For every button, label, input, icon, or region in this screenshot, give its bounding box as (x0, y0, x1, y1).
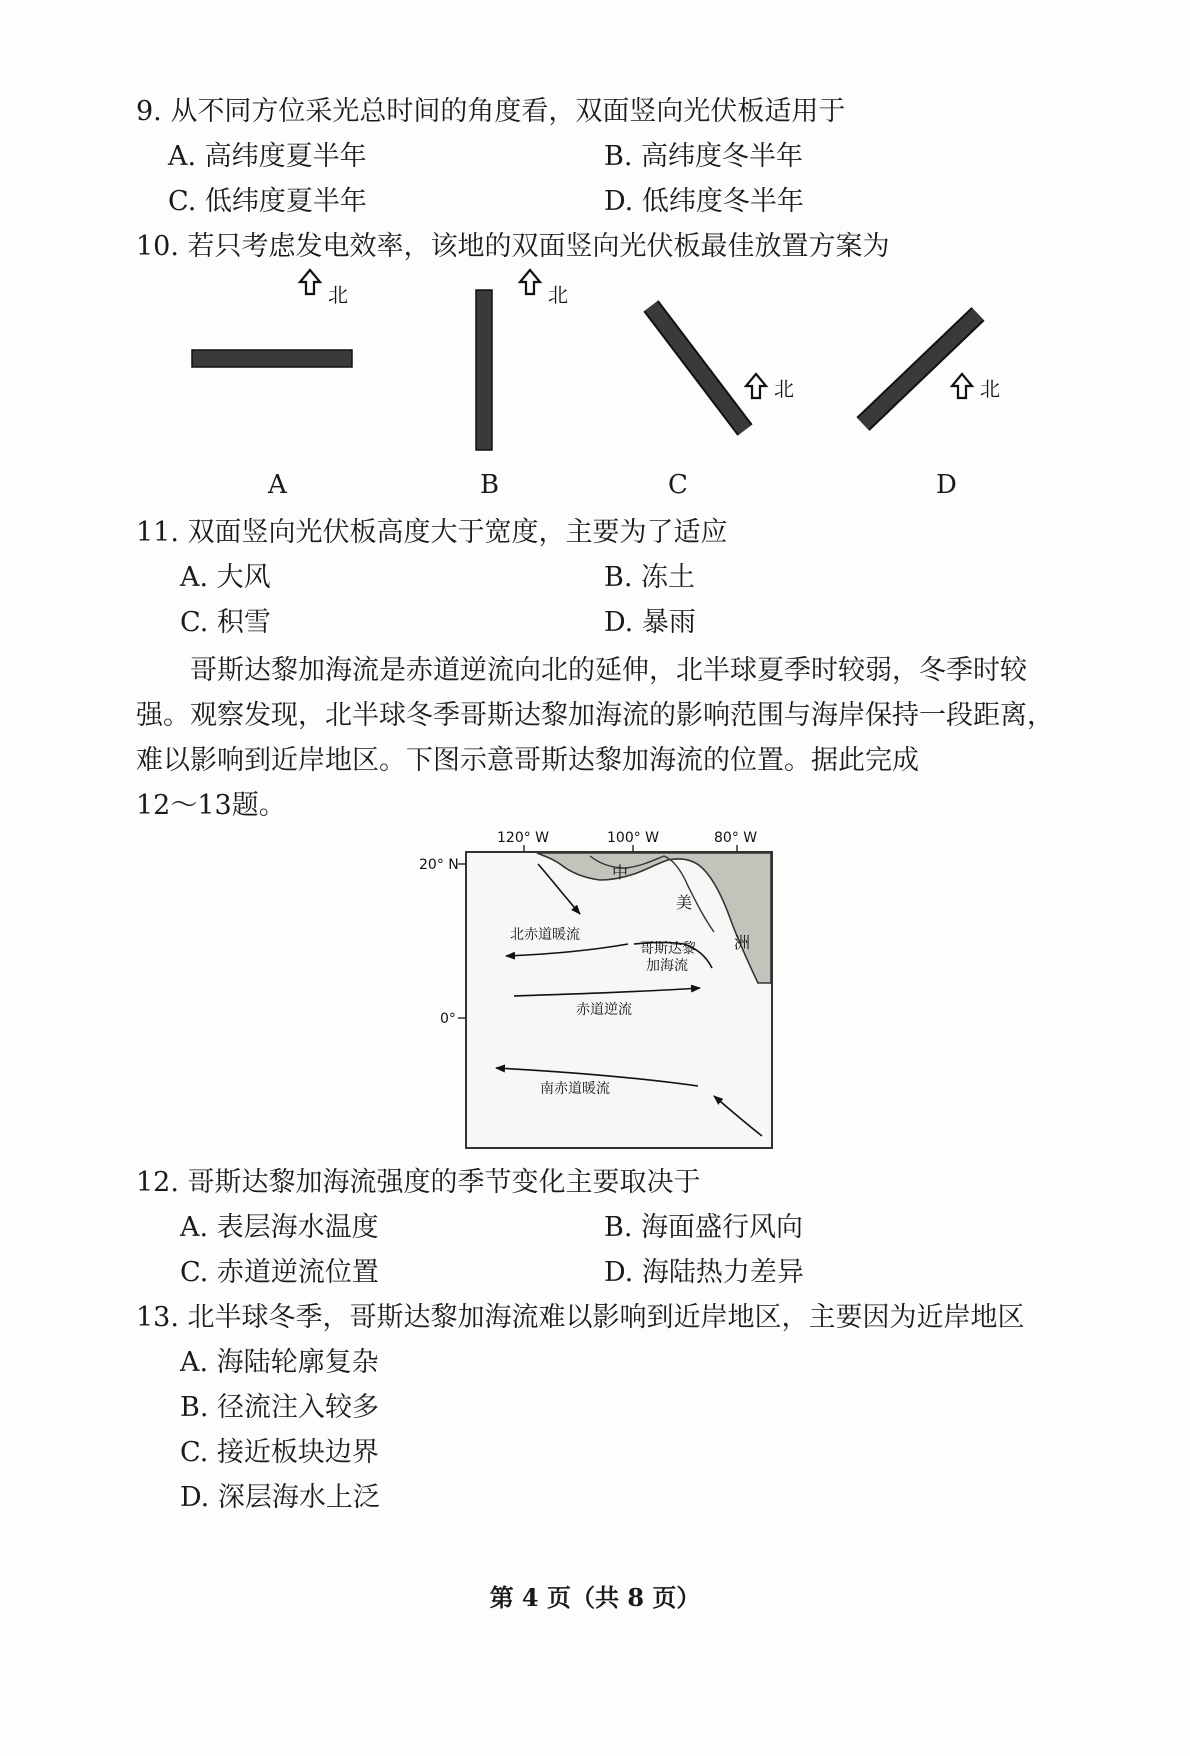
q9-option-c: C. 低纬度夏半年 (168, 186, 367, 217)
land-label-zhong: 中 (612, 863, 629, 882)
label-north-equatorial: 北赤道暖流 (510, 927, 580, 943)
label-costa-rica-2: 加海流 (646, 958, 688, 974)
label-south-equatorial: 南赤道暖流 (540, 1081, 610, 1097)
q12-option-d: D. 海陆热力差异 (604, 1257, 804, 1288)
panel-label-d: D (936, 470, 957, 500)
panel-label-b: B (480, 470, 500, 500)
land-label-mei: 美 (676, 893, 693, 912)
q9-stem: 9. 从不同方位采光总时间的角度看，双面竖向光伏板适用于 (136, 96, 846, 127)
q12-option-b: B. 海面盛行风向 (604, 1212, 804, 1243)
q11-stem: 11. 双面竖向光伏板高度大于宽度，主要为了适应 (136, 517, 728, 548)
north-label-b: 北 (548, 283, 568, 307)
panel-label-a: A (268, 470, 287, 500)
q13-stem: 13. 北半球冬季，哥斯达黎加海流难以影响到近岸地区，主要因为近岸地区 (136, 1302, 1025, 1333)
label-costa-rica-1: 哥斯达黎 (640, 941, 696, 957)
q9-option-d: D. 低纬度冬半年 (604, 186, 804, 217)
q13-option-c: C. 接近板块边界 (180, 1437, 379, 1468)
lat-label-0: 0° (440, 1011, 456, 1027)
north-label-d: 北 (980, 377, 1000, 401)
lat-label-20n: 20° N (419, 857, 459, 873)
q11-option-a: A. 大风 (180, 562, 271, 593)
north-label-a: 北 (328, 283, 348, 307)
q11-option-d: D. 暴雨 (604, 607, 696, 638)
passage-ref: 12～13题。 (136, 790, 286, 821)
lon-label-120w: 120° W (497, 830, 550, 846)
q11-option-c: C. 积雪 (180, 607, 271, 638)
q9-option-a: A. 高纬度夏半年 (168, 141, 367, 172)
north-label-c: 北 (774, 377, 794, 401)
q10-stem: 10. 若只考虑发电效率，该地的双面竖向光伏板最佳放置方案为 (136, 231, 890, 262)
label-equatorial-counter: 赤道逆流 (576, 1002, 632, 1018)
lon-label-100w: 100° W (607, 830, 660, 846)
q12-option-a: A. 表层海水温度 (180, 1212, 379, 1243)
panel-label-c: C (668, 470, 688, 500)
q13-option-a: A. 海陆轮廓复杂 (180, 1347, 379, 1378)
q13-option-d: D. 深层海水上泛 (180, 1482, 380, 1513)
land-label-zhou: 洲 (734, 933, 751, 952)
lon-label-80w: 80° W (714, 830, 758, 846)
q13-option-b: B. 径流注入较多 (180, 1392, 380, 1423)
q11-option-b: B. 冻土 (604, 562, 696, 593)
q9-option-b: B. 高纬度冬半年 (604, 141, 804, 172)
page-footer: 第 4 页（共 8 页） (489, 1583, 701, 1612)
q12-option-c: C. 赤道逆流位置 (180, 1257, 379, 1288)
q12-stem: 12. 哥斯达黎加海流强度的季节变化主要取决于 (136, 1167, 701, 1198)
passage-text: 哥斯达黎加海流是赤道逆流向北的延伸，北半球夏季时较弱，冬季时较强。观察发现，北半球冬季哥斯达黎加海流的影响范围与海岸保持一段距离，难以影响到近岸地区。下图示意哥斯达黎加海流的位置。据此完成 (136, 655, 1054, 776)
